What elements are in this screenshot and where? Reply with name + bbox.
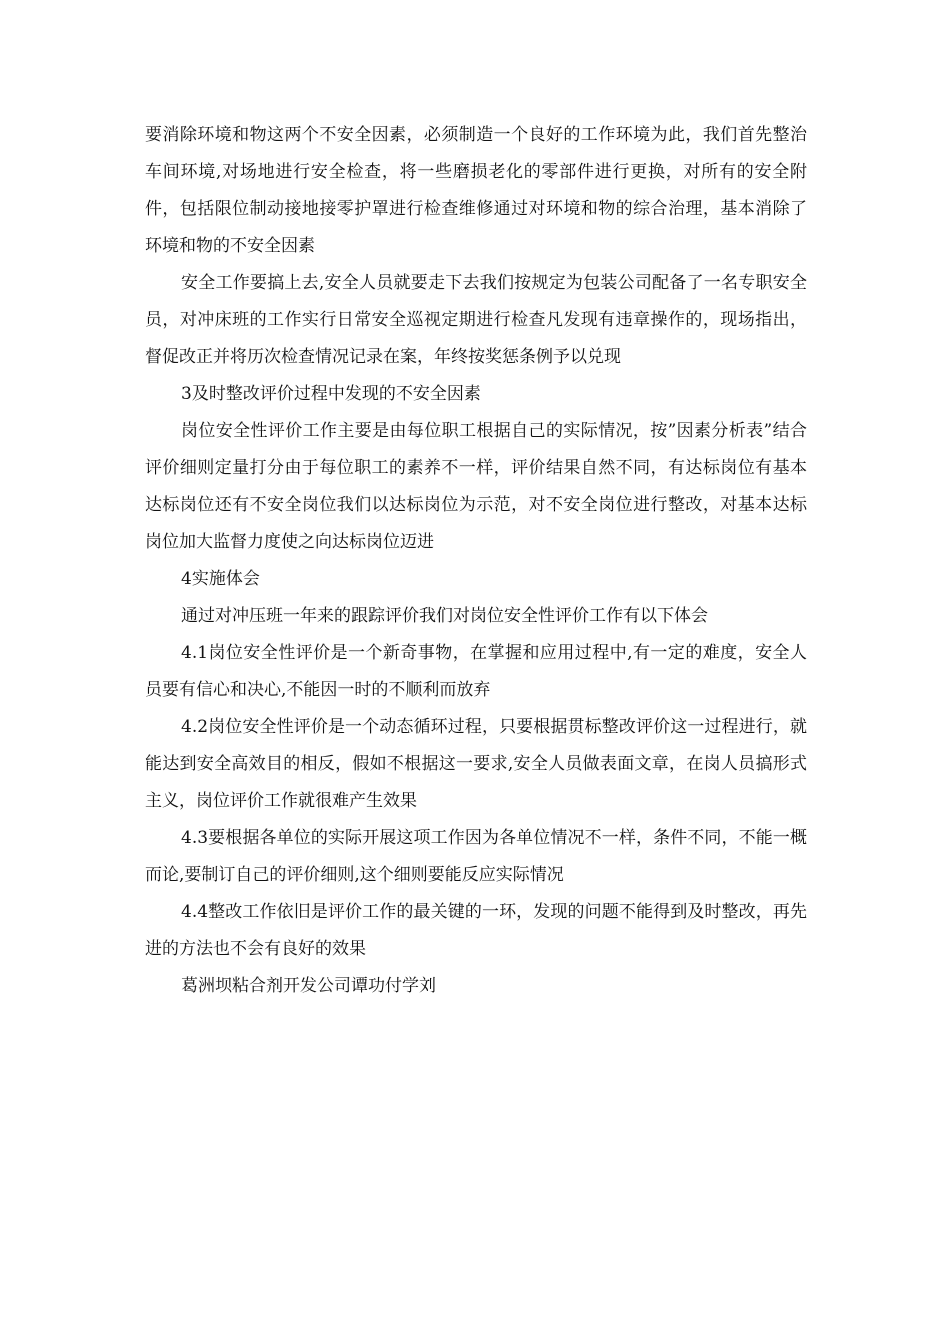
paragraph-4-2: 4.2岗位安全性评价是一个动态循环过程，只要根据贯标整改评价这一过程进行，就能达到安全高效目的相反，假如不根据这一要求,安全人员做表面文章，在岗人员搞形式主义，岗位评价工作就很难产生效果 [145,717,807,811]
paragraph-environment: 要消除环境和物这两个不安全因素，必须制造一个良好的工作环境为此，我们首先整治车间环境,对场地进行安全检查，将一些磨损老化的零部件进行更换，对所有的安全附件，包括限位制动接地接零护罩进行检查维修通过对环境和物的综合治理，基本消除了环境和物的不安全因素 [145,125,807,256]
section-heading-3: 3及时整改评价过程中发现的不安全因素 [181,384,481,404]
paragraph-4-3: 4.3要根据各单位的实际开展这项工作因为各单位情况不一样，条件不同，不能一概而论,要制订自己的评价细则,这个细则要能反应实际情况 [145,828,807,885]
paragraph-experience-intro: 通过对冲压班一年来的跟踪评价我们对岗位安全性评价工作有以下体会 [181,606,708,626]
paragraph-4-4: 4.4整改工作依旧是评价工作的最关键的一环，发现的问题不能得到及时整改，再先进的方法也不会有良好的效果 [145,902,807,959]
author-signature: 葛洲坝粘合剂开发公司谭功付学刘 [181,976,436,996]
paragraph-safety-staff: 安全工作要搞上去,安全人员就要走下去我们按规定为包装公司配备了一名专职安全员，对冲床班的工作实行日常安全巡视定期进行检查凡发现有违章操作的，现场指出，督促改正并将历次检查情况记录在案，年终按奖惩条例予以兑现 [145,273,807,367]
document-body [145,117,807,1005]
paragraph-4-1: 4.1岗位安全性评价是一个新奇事物，在掌握和应用过程中,有一定的难度，安全人员要有信心和决心,不能因一时的不顺利而放弃 [145,643,807,700]
section-heading-4: 4实施体会 [181,569,260,589]
paragraph-evaluation: 岗位安全性评价工作主要是由每位职工根据自己的实际情况，按”因素分析表”结合评价细则定量打分由于每位职工的素养不一样，评价结果自然不同，有达标岗位有基本达标岗位还有不安全岗位我们以达标岗位为示范，对不安全岗位进行整改，对基本达标岗位加大监督力度使之向达标岗位迈进 [145,421,807,552]
